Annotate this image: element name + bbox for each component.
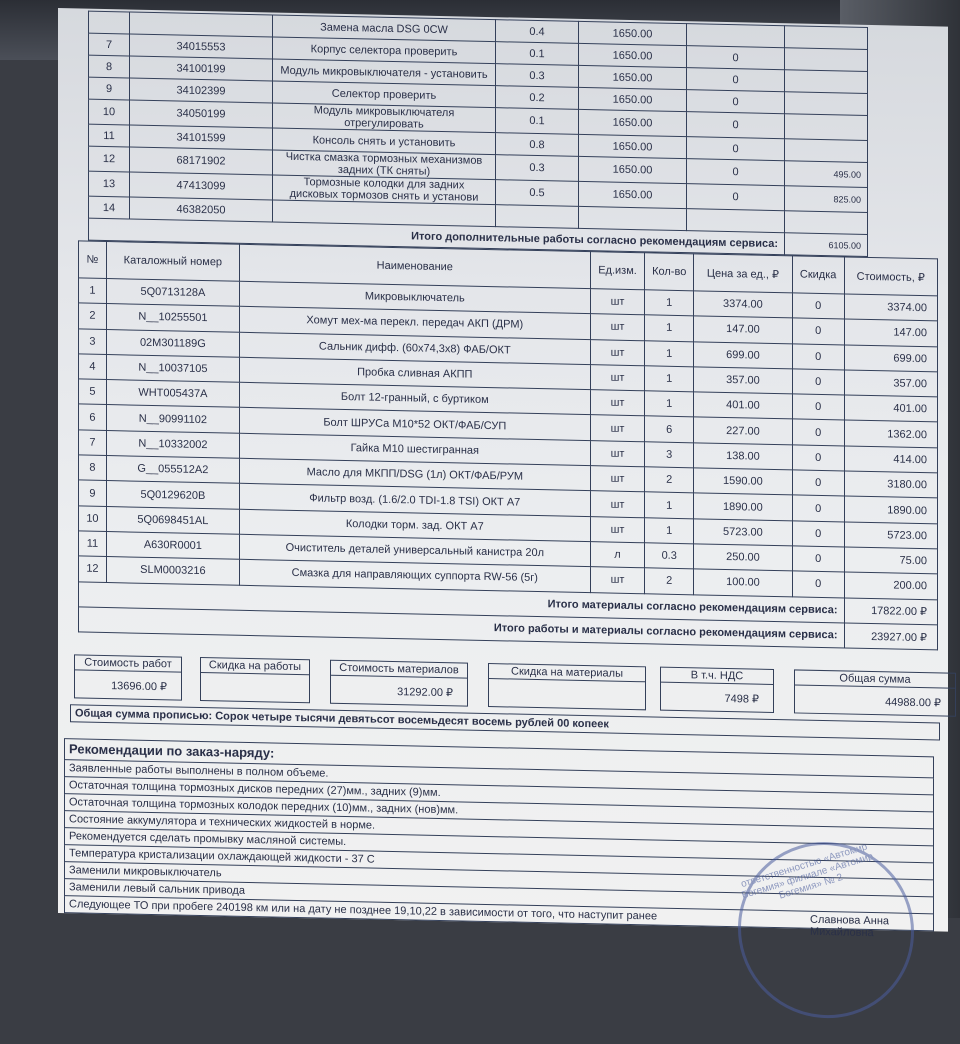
- materials-cell-name: Масло для МКПП/DSG (1л) ОКТ/ФАБ/РУМ: [239, 458, 590, 491]
- materials-cell-disc: 0: [792, 546, 844, 572]
- materials-cell-n: 9: [79, 480, 107, 506]
- materials-header-cell: Каталожный номер: [106, 242, 239, 282]
- works-cell-cost: [785, 114, 868, 141]
- materials-cell-unit: шт: [590, 440, 645, 466]
- works-cell-qty: 0.1: [496, 108, 579, 135]
- materials-cell-n: 11: [79, 531, 107, 557]
- materials-cell-price: 1590.00: [694, 468, 793, 495]
- works-cell-n: 7: [89, 33, 130, 56]
- works-cell-disc: 0: [687, 184, 785, 211]
- works-cell-n: 13: [89, 171, 130, 197]
- materials-cell-price: 138.00: [694, 443, 793, 470]
- materials-cell-n: 12: [79, 556, 107, 582]
- materials-cell-n: 7: [79, 430, 107, 456]
- materials-cell-cost: 414.00: [844, 446, 937, 473]
- works-total-value: 6105.00: [785, 233, 868, 257]
- works-cell-qty: 0.2: [496, 86, 579, 110]
- works-cell-price: 1650.00: [579, 156, 687, 183]
- materials-cell-unit: шт: [590, 365, 645, 391]
- signature-name: Славнова Анна Михайловна: [810, 913, 890, 940]
- works-cell-cat: 46382050: [130, 197, 273, 222]
- materials-discount-box: [488, 663, 646, 710]
- grand-total-value: 23927.00 ₽: [844, 623, 937, 650]
- works-cell-name: Консоль снять и установить: [273, 128, 496, 155]
- materials-cell-name: Хомут мех-ма перекл. передач АКП (ДРМ): [239, 307, 590, 340]
- materials-cell-price: 699.00: [694, 341, 793, 368]
- works-cell-name: Тормозные колодки для задних дисковых тормозов снять и установи: [273, 175, 496, 205]
- works-cell-disc: 0: [687, 90, 785, 114]
- materials-cell-cat: A630R0001: [106, 531, 239, 559]
- works-cell-n: 8: [89, 55, 130, 78]
- materials-cell-cat: N__10255501: [106, 304, 239, 332]
- materials-cell-cat: N__10037105: [106, 354, 239, 382]
- materials-cell-qty: 1: [645, 517, 694, 543]
- works-cell-cat: 68171902: [130, 147, 273, 175]
- works-cell-cost: [785, 139, 868, 163]
- materials-cell-n: 10: [79, 506, 107, 532]
- work-discount-value: [201, 673, 309, 683]
- materials-cell-unit: шт: [590, 516, 645, 542]
- work-discount-label: Скидка на работы: [201, 658, 309, 675]
- works-cell-qty: 0.3: [496, 155, 579, 182]
- works-cell-cat: 34100199: [130, 56, 273, 81]
- materials-cell-disc: 0: [792, 470, 844, 496]
- materials-cell-cost: 147.00: [844, 319, 937, 346]
- works-cell-cat: 34015553: [130, 34, 273, 59]
- materials-cell-name: Колодки торм. зад. ОКТ А7: [239, 509, 590, 542]
- total-sum-box: [794, 669, 956, 716]
- works-cell-name: Замена масла DSG 0CW: [273, 15, 496, 42]
- materials-cell-unit: л: [590, 542, 645, 568]
- materials-cell-price: 147.00: [694, 316, 793, 343]
- materials-cell-n: 1: [79, 278, 107, 304]
- materials-cell-n: 8: [79, 455, 107, 481]
- materials-cell-price: 401.00: [694, 392, 793, 419]
- works-cell-n: 10: [89, 99, 130, 125]
- materials-cell-cost: 1890.00: [844, 496, 937, 523]
- works-cell-price: 1650.00: [579, 181, 687, 208]
- materials-cell-unit: шт: [590, 314, 645, 340]
- works-cell-price: 1650.00: [579, 21, 687, 45]
- materials-table: [78, 240, 938, 650]
- works-cell-disc: 0: [687, 159, 785, 186]
- works-cell-price: [579, 206, 687, 230]
- sum-in-words: Общая сумма прописью: Сорок четыре тысячи девятьсот восемьдесят восемь рублей 00 копеек: [70, 704, 940, 740]
- works-cell-disc: 0: [687, 68, 785, 92]
- works-cell-price: 1650.00: [579, 43, 687, 67]
- materials-cell-qty: 1: [645, 290, 694, 316]
- recommendation-line: Следующее ТО при пробеге 240198 км или на дату не позднее 19,10,22 в зависимости от того, что наступит ранее: [64, 896, 934, 931]
- works-cell-name: Модуль микровыключателя - установить: [273, 59, 496, 86]
- works-cell-disc: 0: [687, 137, 785, 161]
- materials-cell-price: 227.00: [694, 417, 793, 444]
- materials-cell-qty: 2: [645, 467, 694, 493]
- works-cell-n: 11: [89, 124, 130, 147]
- materials-cell-name: Фильтр возд. (1.6/2.0 TDI-1.8 TSI) ОКТ А7: [239, 484, 590, 517]
- works-cell-qty: 0.4: [496, 20, 579, 44]
- materials-cell-cat: 5Q0698451AL: [106, 506, 239, 534]
- materials-cell-cat: 5Q0713128A: [106, 279, 239, 307]
- materials-cell-price: 250.00: [694, 544, 793, 571]
- recommendations-title: Рекомендации по заказ-наряду:: [64, 738, 934, 778]
- materials-cell-qty: 2: [645, 568, 694, 594]
- total-sum-label: Общая сумма: [795, 670, 955, 688]
- materials-cell-disc: 0: [792, 343, 844, 369]
- work-cost-box: [74, 654, 182, 700]
- materials-cell-cost: 200.00: [844, 572, 937, 599]
- recommendation-line: Заменили микровыключатель: [64, 862, 934, 897]
- works-table: [88, 11, 868, 257]
- materials-cell-qty: 1: [645, 340, 694, 366]
- materials-cell-cat: N__10332002: [106, 430, 239, 458]
- grand-total-label: Итого работы и материалы согласно рекомендациям сервиса:: [79, 607, 845, 648]
- materials-cell-disc: 0: [792, 369, 844, 395]
- works-cell-n: [89, 11, 130, 34]
- stamp-text: ответственностью «Автомир Богемия» филиале «Автомир Богемия» № 2: [739, 841, 875, 902]
- materials-cell-qty: 0.3: [645, 543, 694, 569]
- materials-cell-cost: 3374.00: [844, 294, 937, 321]
- materials-cell-price: 357.00: [694, 367, 793, 394]
- materials-total-value: 17822.00 ₽: [844, 598, 937, 625]
- materials-header-cell: Скидка: [792, 256, 844, 294]
- works-cell-cost: 495.00: [785, 161, 868, 188]
- vat-box: [660, 667, 774, 713]
- materials-cell-name: Болт 12-гранный, с буртиком: [239, 382, 590, 415]
- materials-header-cell: Цена за ед., ₽: [694, 254, 793, 293]
- vat-value: 7498 ₽: [724, 692, 759, 706]
- materials-cell-qty: 1: [645, 391, 694, 417]
- materials-cell-price: 3374.00: [694, 291, 793, 318]
- works-cell-price: 1650.00: [579, 87, 687, 111]
- materials-cell-n: 5: [79, 379, 107, 405]
- works-cell-price: 1650.00: [579, 65, 687, 89]
- materials-cell-cost: 3180.00: [844, 471, 937, 498]
- materials-cell-disc: 0: [792, 419, 844, 445]
- materials-cell-cat: 5Q0129620B: [106, 481, 239, 509]
- materials-cell-cost: 75.00: [844, 547, 937, 574]
- recommendation-line: Рекомендуется сделать промывку масляной системы.: [64, 828, 934, 863]
- materials-header-cell: №: [79, 241, 107, 279]
- works-cell-qty: 0.1: [496, 42, 579, 66]
- works-cell-cat: 47413099: [130, 172, 273, 200]
- materials-cell-n: 2: [79, 303, 107, 329]
- recommendation-line: Температура кристализации охлаждающей жидкости - 37 С: [64, 845, 934, 880]
- total-sum-value: 44988.00 ₽: [885, 696, 941, 710]
- works-cell-n: 12: [89, 146, 130, 172]
- materials-cost-box: [330, 660, 468, 707]
- works-cell-cost: [785, 26, 868, 50]
- works-cell-cost: [785, 92, 868, 116]
- works-cell-disc: [687, 24, 785, 48]
- materials-cell-cat: 02M301189G: [106, 329, 239, 357]
- works-cell-cost: [785, 70, 868, 94]
- materials-cell-name: Смазка для направляющих суппорта RW-56 (5г): [239, 560, 590, 593]
- works-cell-disc: [687, 209, 785, 233]
- works-cell-qty: [496, 205, 579, 229]
- works-cell-n: 14: [89, 196, 130, 219]
- materials-header-cell: Стоимость, ₽: [844, 257, 937, 296]
- materials-cell-unit: шт: [590, 339, 645, 365]
- recommendation-line: Заменили левый сальник привода: [64, 879, 934, 914]
- materials-cell-name: Сальник дифф. (60х74,3х8) ФАБ/ОКТ: [239, 332, 590, 365]
- materials-cell-disc: 0: [792, 571, 844, 597]
- materials-cost-value: 31292.00 ₽: [397, 686, 453, 700]
- recommendation-line: Остаточная толщина тормозных колодок передних (10)мм., задних (нов)мм.: [64, 794, 934, 829]
- materials-header-cell: Кол-во: [645, 253, 694, 291]
- materials-cell-unit: шт: [590, 466, 645, 492]
- materials-header-cell: Ед.изм.: [590, 252, 645, 290]
- materials-cell-cat: SLM0003216: [106, 557, 239, 585]
- works-cell-name: Модуль микровыключателя отрегулировать: [273, 103, 496, 133]
- works-cell-cat: [130, 12, 273, 37]
- works-cell-disc: 0: [687, 46, 785, 70]
- materials-cell-cost: 401.00: [844, 395, 937, 422]
- materials-cell-disc: 0: [792, 521, 844, 547]
- materials-cell-disc: 0: [792, 495, 844, 521]
- materials-cell-name: Пробка сливная АКПП: [239, 357, 590, 390]
- work-cost-value: 13696.00 ₽: [111, 680, 167, 694]
- works-cell-cat: 34102399: [130, 78, 273, 103]
- works-cell-price: 1650.00: [579, 109, 687, 136]
- materials-cell-name: Гайка М10 шестигранная: [239, 433, 590, 466]
- materials-cell-cat: G__055512A2: [106, 456, 239, 484]
- materials-cell-cost: 357.00: [844, 370, 937, 397]
- materials-cell-unit: шт: [590, 415, 645, 441]
- works-cell-cat: 34050199: [130, 100, 273, 128]
- recommendation-line: Остаточная толщина тормозных дисков передних (27)мм., задних (9)мм.: [64, 777, 934, 812]
- works-cell-name: Корпус селектора проверить: [273, 37, 496, 64]
- materials-cell-qty: 1: [645, 315, 694, 341]
- materials-cell-unit: шт: [590, 567, 645, 593]
- materials-cell-price: 100.00: [694, 569, 793, 596]
- materials-cell-qty: 3: [645, 442, 694, 468]
- works-cell-name: Селектор проверить: [273, 81, 496, 108]
- materials-cell-n: 4: [79, 354, 107, 380]
- materials-cell-qty: 1: [645, 492, 694, 518]
- materials-cell-unit: шт: [590, 390, 645, 416]
- works-cell-name: Чистка смазка тормозных механизмов задних (ТК сняты): [273, 150, 496, 180]
- vat-label: В т.ч. НДС: [661, 668, 773, 685]
- materials-cell-qty: 6: [645, 416, 694, 442]
- materials-cell-disc: 0: [792, 394, 844, 420]
- materials-cell-disc: 0: [792, 293, 844, 319]
- materials-header-cell: Наименование: [239, 244, 590, 288]
- materials-cell-cost: 5723.00: [844, 522, 937, 549]
- materials-cell-disc: 0: [792, 318, 844, 344]
- work-cost-label: Стоимость работ: [75, 655, 181, 672]
- work-order-document: [58, 8, 948, 940]
- works-cell-cat: 34101599: [130, 125, 273, 150]
- materials-cell-name: Очиститель деталей универсальный канистра 20л: [239, 534, 590, 567]
- materials-cell-price: 1890.00: [694, 493, 793, 520]
- materials-cell-cat: WHT005437A: [106, 380, 239, 408]
- works-cell-disc: 0: [687, 112, 785, 139]
- materials-cell-unit: шт: [590, 491, 645, 517]
- materials-cell-cost: 699.00: [844, 345, 937, 372]
- materials-cost-label: Стоимость материалов: [331, 661, 467, 679]
- works-cell-cost: [785, 48, 868, 72]
- works-cell-n: 9: [89, 77, 130, 100]
- works-cell-qty: 0.8: [496, 133, 579, 157]
- work-discount-box: [200, 657, 310, 703]
- works-cell-qty: 0.5: [496, 180, 579, 207]
- materials-cell-price: 5723.00: [694, 518, 793, 545]
- works-cell-cost: [785, 211, 868, 235]
- works-cell-price: 1650.00: [579, 134, 687, 158]
- recommendation-line: Состояние аккумулятора и технических жидкостей в норме.: [64, 811, 934, 846]
- works-cell-cost: 825.00: [785, 186, 868, 213]
- materials-cell-qty: 1: [645, 366, 694, 392]
- works-cell-qty: 0.3: [496, 64, 579, 88]
- materials-total-label: Итого материалы согласно рекомендациям сервиса:: [79, 581, 845, 622]
- materials-cell-name: Болт ШРУСа М10*52 ОКТ/ФАБ/СУП: [239, 408, 590, 441]
- materials-cell-cost: 1362.00: [844, 420, 937, 447]
- recommendation-line: Заявленные работы выполнены в полном объеме.: [64, 760, 934, 795]
- materials-cell-unit: шт: [590, 289, 645, 315]
- works-total-label: Итого дополнительные работы согласно рекомендациям сервиса:: [89, 218, 785, 255]
- materials-cell-n: 3: [79, 329, 107, 355]
- materials-cell-disc: 0: [792, 445, 844, 471]
- materials-cell-name: Микровыключатель: [239, 281, 590, 314]
- materials-discount-label: Скидка на материалы: [489, 664, 645, 682]
- materials-cell-cat: N__90991102: [106, 405, 239, 433]
- materials-cell-n: 6: [79, 404, 107, 430]
